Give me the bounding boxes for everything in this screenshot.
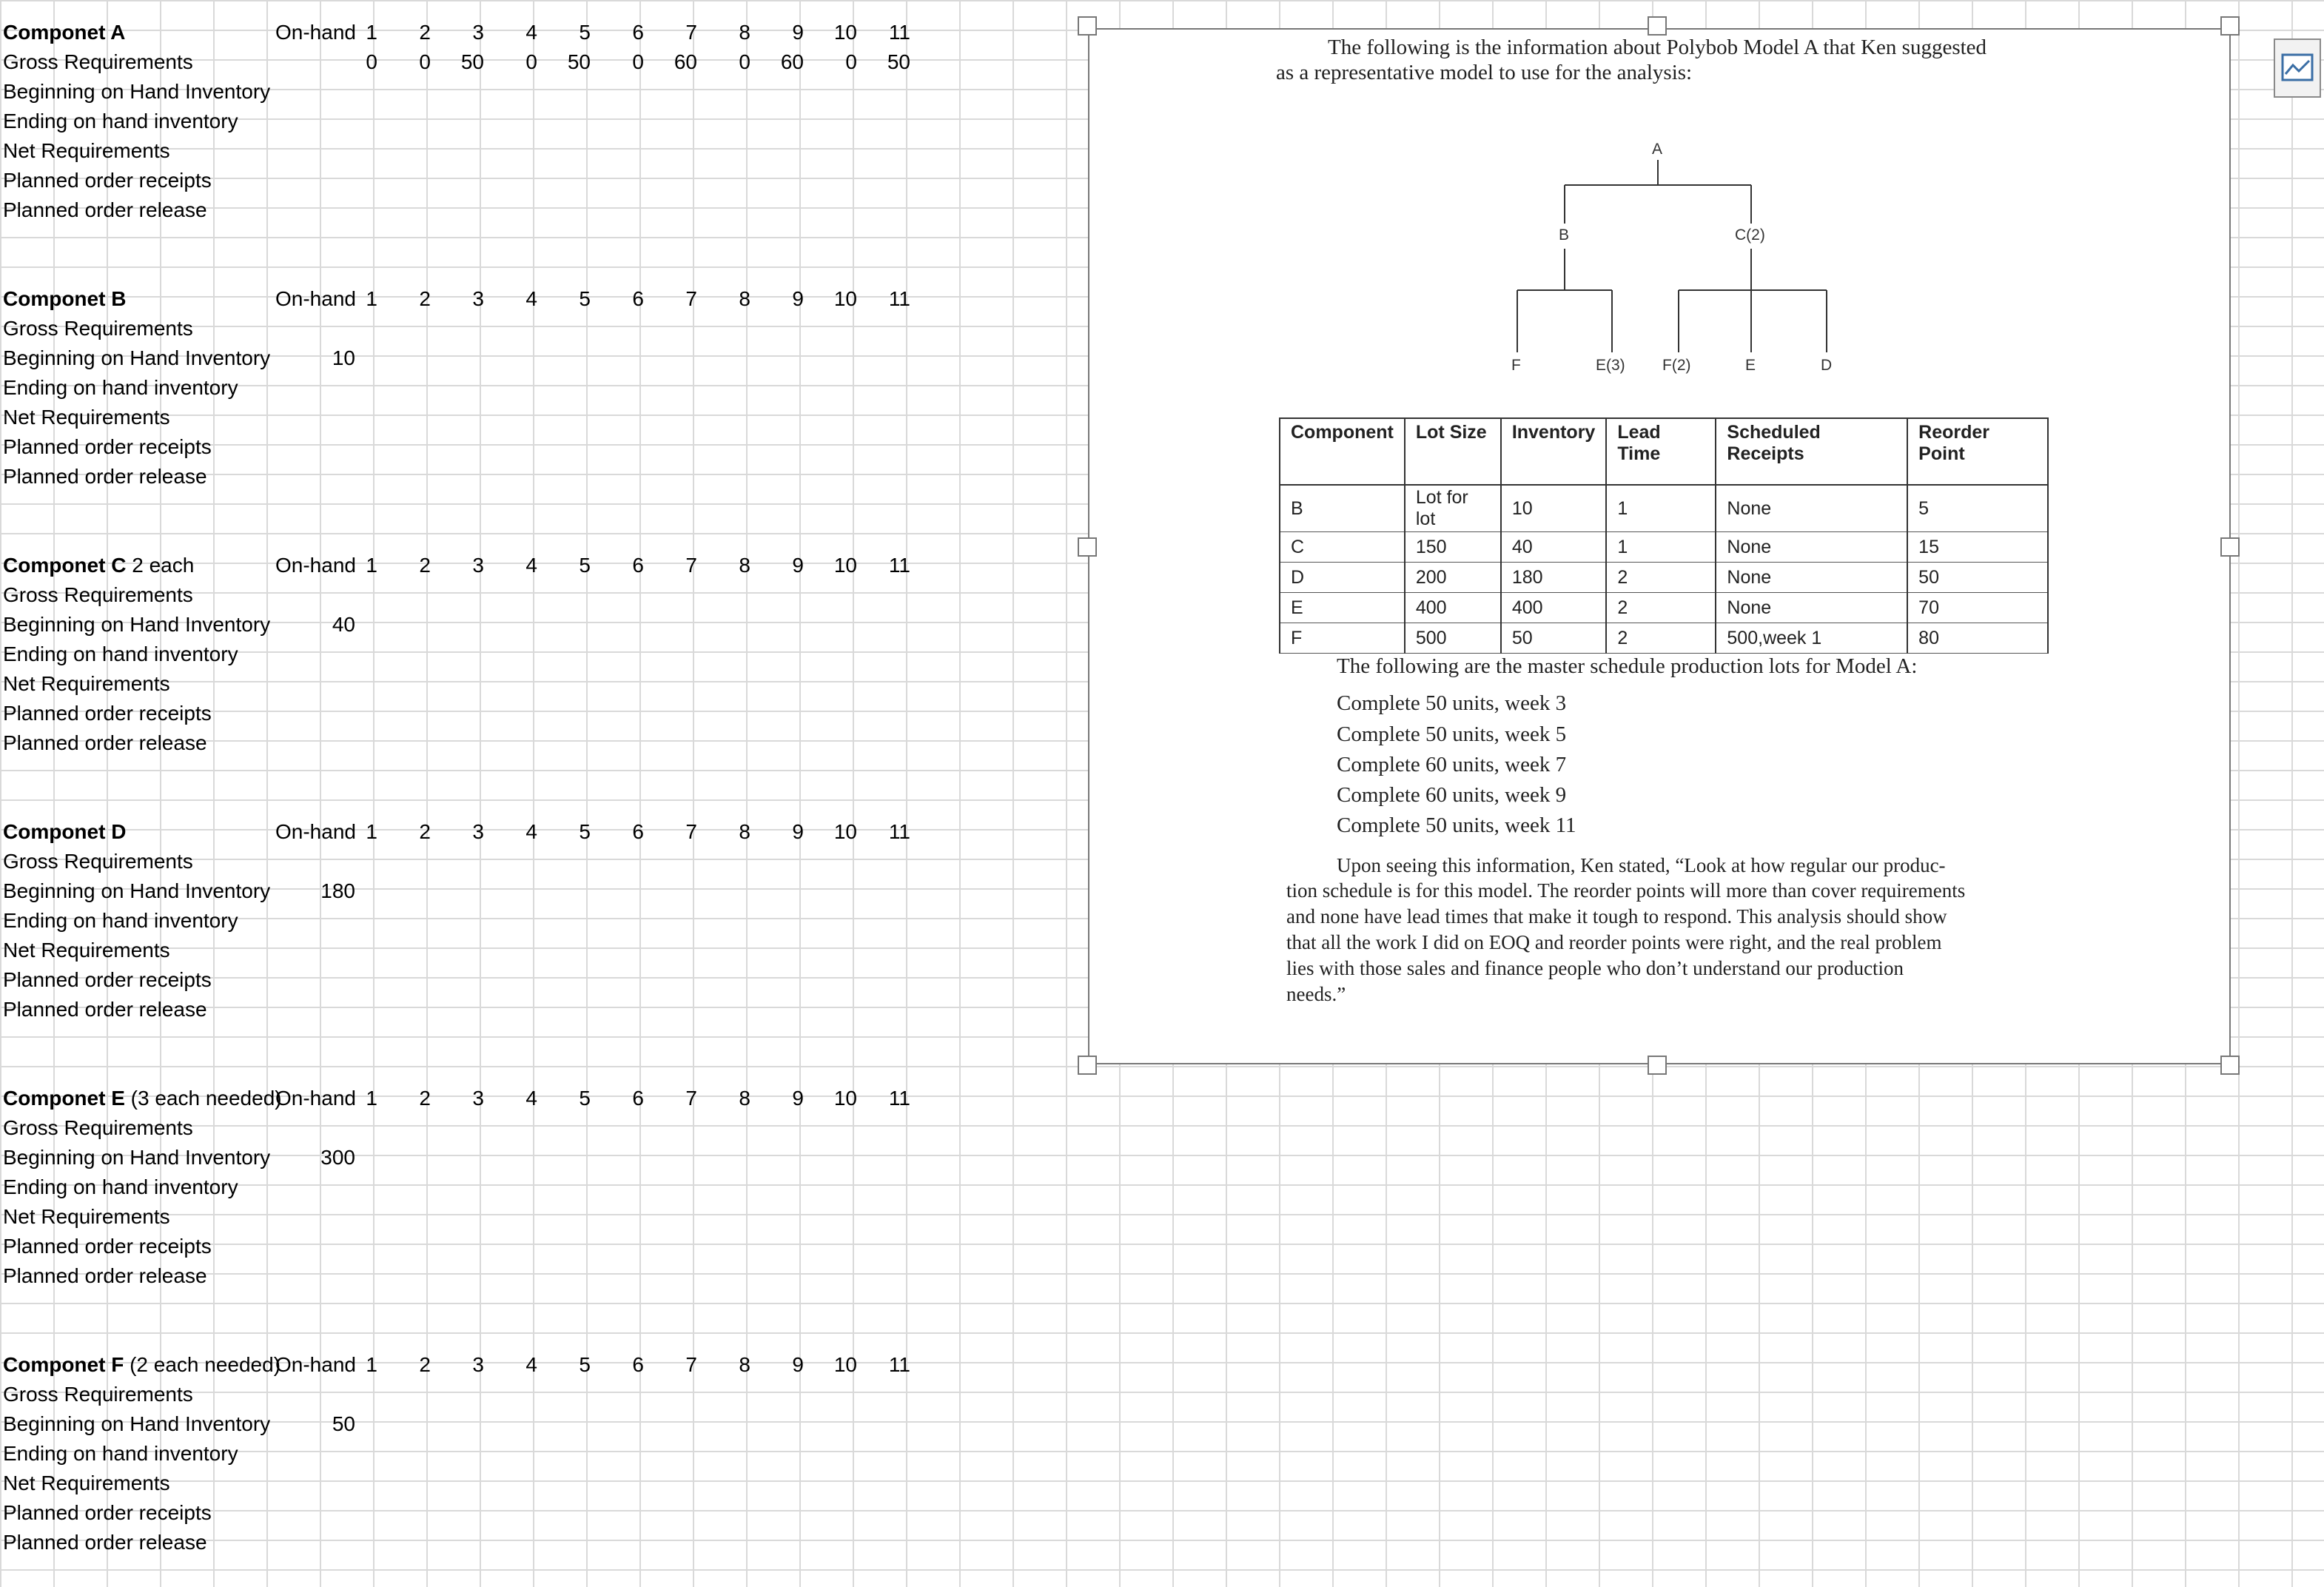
period-header-cell[interactable]: 11: [888, 287, 910, 310]
period-header-cell[interactable]: 8: [739, 554, 750, 577]
row-label-cell[interactable]: Gross Requirements: [3, 583, 193, 606]
period-header-cell[interactable]: 6: [632, 1353, 644, 1376]
period-header-cell[interactable]: 3: [472, 1087, 484, 1110]
row-receipts: [0, 166, 992, 195]
component-block: [0, 817, 992, 1054]
header-reorder-point: Reorder Point: [1907, 418, 2048, 485]
row-label-cell[interactable]: Planned order receipts: [3, 968, 212, 991]
header-lead-time: Lead Time: [1606, 418, 1716, 485]
component-header-row: [0, 18, 992, 47]
period-header-cell[interactable]: 6: [632, 554, 644, 577]
component-header-row: [0, 284, 992, 314]
row-label-cell[interactable]: Planned order release: [3, 1264, 207, 1287]
quote-line: that all the work I did on EOQ and reorder points were right, and the real problem: [1286, 931, 1942, 953]
row-label-cell[interactable]: Net Requirements: [3, 939, 170, 962]
component-table-cell: 40: [1501, 532, 1607, 563]
schedule-intro: The following are the master schedule production lots for Model A:: [1337, 654, 1918, 678]
period-header-cell[interactable]: 7: [685, 820, 697, 843]
schedule-item: Complete 50 units, week 11: [1337, 813, 1576, 837]
row-label-cell[interactable]: Planned order receipts: [3, 702, 212, 725]
gross-requirement-cell[interactable]: 0: [845, 50, 857, 73]
row-label-cell[interactable]: Planned order receipts: [3, 435, 212, 458]
row-begin: [0, 1143, 992, 1172]
resize-handle-bottom-left[interactable]: [1078, 1056, 1097, 1075]
row-label-cell[interactable]: Gross Requirements: [3, 850, 193, 873]
row-label-cell[interactable]: Planned order receipts: [3, 1501, 212, 1524]
period-header-cell[interactable]: 1: [366, 21, 377, 44]
row-label-cell[interactable]: Ending on hand inventory: [3, 1175, 238, 1198]
period-header-cell[interactable]: 9: [792, 820, 804, 843]
component-table-cell: E: [1280, 593, 1405, 623]
row-label-cell[interactable]: Beginning on Hand Inventory: [3, 80, 271, 103]
component-table-cell: 10: [1501, 485, 1607, 532]
row-release: [0, 462, 992, 491]
gross-requirement-cell[interactable]: 60: [780, 50, 804, 73]
period-header-cell[interactable]: 6: [632, 287, 644, 310]
beginning-inventory-value[interactable]: 300: [320, 1146, 355, 1169]
tree-node-f: F: [1511, 357, 1521, 374]
row-gross: [0, 314, 992, 343]
row-gross: [0, 847, 992, 876]
tree-node-d: D: [1821, 357, 1833, 374]
on-hand-header-cell[interactable]: On-hand: [275, 554, 356, 577]
row-label-cell[interactable]: Ending on hand inventory: [3, 376, 238, 399]
row-label-cell[interactable]: Planned order release: [3, 465, 207, 488]
row-gross: [0, 1380, 992, 1409]
component-note: (3 each needed): [124, 1087, 282, 1110]
period-header-cell[interactable]: 5: [579, 820, 591, 843]
component-table-cell: 500,week 1: [1716, 623, 1907, 654]
beginning-inventory-value[interactable]: 50: [332, 1412, 355, 1435]
row-label-cell[interactable]: Planned order release: [3, 731, 207, 754]
row-release: [0, 728, 992, 758]
gross-requirement-cell[interactable]: 50: [567, 50, 591, 73]
row-label-cell[interactable]: Beginning on Hand Inventory: [3, 346, 271, 369]
component-table-cell: 1: [1606, 532, 1716, 563]
period-header-cell[interactable]: 8: [739, 287, 750, 310]
row-label-cell[interactable]: Ending on hand inventory: [3, 909, 238, 932]
period-header-cell[interactable]: 6: [632, 820, 644, 843]
component-table-cell: 2: [1606, 623, 1716, 654]
row-release: [0, 195, 992, 225]
component-table-cell: None: [1716, 563, 1907, 593]
component-name: Componet F: [3, 1353, 124, 1376]
row-gross: [0, 580, 992, 610]
component-table-cell: 50: [1501, 623, 1607, 654]
resize-handle-middle-right[interactable]: [2220, 537, 2240, 557]
component-table-cell: B: [1280, 485, 1405, 532]
gross-requirement-cell[interactable]: 0: [739, 50, 750, 73]
row-gross: [0, 1113, 992, 1143]
component-name: Componet B: [3, 287, 127, 310]
component-block: [0, 1350, 992, 1587]
schedule-item: Complete 60 units, week 9: [1337, 783, 1567, 807]
component-table-cell: 50: [1907, 563, 2048, 593]
period-header-cell[interactable]: 8: [739, 1087, 750, 1110]
row-label-cell[interactable]: Beginning on Hand Inventory: [3, 1146, 271, 1169]
period-header-cell[interactable]: 9: [792, 1353, 804, 1376]
on-hand-header-cell[interactable]: On-hand: [275, 1353, 356, 1376]
embedded-picture[interactable]: [1088, 28, 2231, 1064]
period-header-cell[interactable]: 9: [792, 554, 804, 577]
schedule-item: Complete 60 units, week 7: [1337, 753, 1567, 776]
component-name: Componet D: [3, 820, 127, 843]
gross-requirement-cell[interactable]: 60: [674, 50, 697, 73]
component-note: (2 each needed): [124, 1353, 281, 1376]
gross-requirement-cell[interactable]: 0: [525, 50, 537, 73]
row-label-cell[interactable]: Ending on hand inventory: [3, 110, 238, 132]
period-header-cell[interactable]: 4: [525, 1087, 537, 1110]
period-header-cell[interactable]: 2: [419, 820, 431, 843]
component-table-row: [1280, 563, 2048, 593]
row-receipts: [0, 699, 992, 728]
row-label-cell[interactable]: Gross Requirements: [3, 50, 193, 73]
row-net: [0, 1202, 992, 1232]
component-block: [0, 284, 992, 521]
schedule-item: Complete 50 units, week 3: [1337, 691, 1567, 715]
component-table-row: [1280, 532, 2048, 563]
period-header-cell[interactable]: 5: [579, 1353, 591, 1376]
period-header-cell[interactable]: 5: [579, 287, 591, 310]
header-inventory: Inventory: [1501, 418, 1607, 485]
row-label-cell[interactable]: Ending on hand inventory: [3, 1442, 238, 1465]
component-table-cell: 180: [1501, 563, 1607, 593]
tree-node-c: C(2): [1735, 227, 1765, 244]
row-ending: [0, 906, 992, 936]
component-block: [0, 18, 992, 255]
tree-node-e3: E(3): [1596, 357, 1625, 374]
period-header-cell[interactable]: 11: [888, 554, 910, 577]
period-header-cell[interactable]: 11: [888, 1087, 910, 1110]
resize-handle-bottom-right[interactable]: [2220, 1056, 2240, 1075]
row-receipts: [0, 965, 992, 995]
row-label-cell[interactable]: Gross Requirements: [3, 317, 193, 340]
row-ending: [0, 107, 992, 136]
row-label-cell[interactable]: Ending on hand inventory: [3, 642, 238, 665]
period-header-cell[interactable]: 6: [632, 1087, 644, 1110]
component-name-cell[interactable]: [3, 1350, 281, 1380]
period-header-cell[interactable]: 4: [525, 820, 537, 843]
period-header-cell[interactable]: 1: [366, 1353, 377, 1376]
period-header-cell[interactable]: 2: [419, 554, 431, 577]
gross-requirement-cell[interactable]: 0: [366, 50, 377, 73]
component-table-row: [1280, 623, 2048, 654]
period-header-cell[interactable]: 3: [472, 820, 484, 843]
row-label-cell[interactable]: Planned order release: [3, 198, 207, 221]
component-name-cell[interactable]: [3, 18, 125, 47]
resize-handle-middle-left[interactable]: [1078, 537, 1097, 557]
row-receipts: [0, 432, 992, 462]
component-table-cell: 2: [1606, 593, 1716, 623]
row-release: [0, 1528, 992, 1557]
component-table-cell: C: [1280, 532, 1405, 563]
period-header-cell[interactable]: 5: [579, 21, 591, 44]
period-header-cell[interactable]: 2: [419, 287, 431, 310]
period-header-cell[interactable]: 7: [685, 1087, 697, 1110]
component-table-cell: 150: [1405, 532, 1501, 563]
row-receipts: [0, 1232, 992, 1261]
period-header-cell[interactable]: 2: [419, 21, 431, 44]
row-ending: [0, 640, 992, 669]
row-release: [0, 1261, 992, 1291]
component-table-row: [1280, 593, 2048, 623]
row-label-cell[interactable]: Beginning on Hand Inventory: [3, 613, 271, 636]
period-header-cell[interactable]: 8: [739, 1353, 750, 1376]
chart-placeholder-icon[interactable]: [2274, 38, 2321, 98]
component-header-row: [0, 817, 992, 847]
row-label-cell[interactable]: Planned order release: [3, 1531, 207, 1554]
period-header-cell[interactable]: 3: [472, 21, 484, 44]
period-header-cell[interactable]: 5: [579, 554, 591, 577]
period-header-cell[interactable]: 9: [792, 287, 804, 310]
component-table-cell: None: [1716, 532, 1907, 563]
period-header-cell[interactable]: 11: [888, 21, 910, 44]
component-table-cell: Lot for lot: [1405, 485, 1501, 532]
row-label-cell[interactable]: Planned order receipts: [3, 169, 212, 192]
component-table-cell: None: [1716, 593, 1907, 623]
quote-line: tion schedule is for this model. The reorder points will more than cover requirements: [1286, 879, 1966, 902]
period-header-cell[interactable]: 1: [366, 287, 377, 310]
resize-handle-top-left[interactable]: [1078, 16, 1097, 36]
component-table-cell: 5: [1907, 485, 2048, 532]
component-table-cell: D: [1280, 563, 1405, 593]
component-note: 2 each: [126, 554, 195, 577]
component-table-cell: 70: [1907, 593, 2048, 623]
period-header-cell[interactable]: 10: [833, 287, 857, 310]
component-name: Componet E: [3, 1087, 125, 1110]
gross-requirement-cell[interactable]: 50: [887, 50, 910, 73]
resize-handle-bottom-middle[interactable]: [1648, 1056, 1667, 1075]
period-header-cell[interactable]: 3: [472, 554, 484, 577]
period-header-cell[interactable]: 1: [366, 820, 377, 843]
period-header-cell[interactable]: 4: [525, 21, 537, 44]
resize-handle-top-right[interactable]: [2220, 16, 2240, 36]
on-hand-header-cell[interactable]: On-hand: [275, 21, 356, 44]
row-label-cell[interactable]: Net Requirements: [3, 406, 170, 429]
component-name-cell[interactable]: [3, 817, 126, 847]
row-net: [0, 136, 992, 166]
period-header-cell[interactable]: 11: [888, 1353, 910, 1376]
period-header-cell[interactable]: 10: [833, 1353, 857, 1376]
period-header-cell[interactable]: 7: [685, 21, 697, 44]
row-label-cell[interactable]: Beginning on Hand Inventory: [3, 879, 271, 902]
period-header-cell[interactable]: 4: [525, 1353, 537, 1376]
row-ending: [0, 373, 992, 403]
row-begin: [0, 1409, 992, 1439]
quote-line: needs.”: [1286, 983, 1346, 1005]
component-name: Componet A: [3, 21, 126, 44]
header-scheduled-receipts: Scheduled Receipts: [1716, 418, 1907, 485]
component-table-cell: 400: [1405, 593, 1501, 623]
component-table-cell: 15: [1907, 532, 2048, 563]
period-header-cell[interactable]: 8: [739, 21, 750, 44]
row-begin: [0, 343, 992, 373]
gross-requirement-cell[interactable]: 0: [419, 50, 431, 73]
row-net: [0, 936, 992, 965]
beginning-inventory-value[interactable]: 40: [332, 613, 355, 636]
period-header-cell[interactable]: 4: [525, 554, 537, 577]
row-release: [0, 995, 992, 1024]
row-gross: [0, 47, 992, 77]
period-header-cell[interactable]: 9: [792, 1087, 804, 1110]
component-name: Componet C: [3, 554, 127, 577]
quote-line: Upon seeing this information, Ken stated, “Look at how regular our produc-: [1337, 854, 1946, 876]
component-header-row: [0, 1084, 992, 1113]
row-label-cell[interactable]: Net Requirements: [3, 1472, 170, 1494]
period-header-cell[interactable]: 10: [833, 554, 857, 577]
row-begin: [0, 610, 992, 640]
row-label-cell[interactable]: Planned order receipts: [3, 1235, 212, 1258]
period-header-cell[interactable]: 6: [632, 21, 644, 44]
period-header-cell[interactable]: 1: [366, 554, 377, 577]
period-header-cell[interactable]: 3: [472, 1353, 484, 1376]
gross-requirement-cell[interactable]: 0: [632, 50, 644, 73]
tree-node-b: B: [1559, 227, 1570, 244]
beginning-inventory-value[interactable]: 180: [320, 879, 355, 902]
period-header-cell[interactable]: 9: [792, 21, 804, 44]
period-header-cell[interactable]: 8: [739, 820, 750, 843]
component-table-cell: 2: [1606, 563, 1716, 593]
period-header-cell[interactable]: 7: [685, 554, 697, 577]
period-header-cell[interactable]: 4: [525, 287, 537, 310]
row-label-cell[interactable]: Net Requirements: [3, 1205, 170, 1228]
row-ending: [0, 1439, 992, 1469]
row-label-cell[interactable]: Net Requirements: [3, 672, 170, 695]
row-begin: [0, 77, 992, 107]
period-header-cell[interactable]: 11: [888, 820, 910, 843]
period-header-cell[interactable]: 2: [419, 1087, 431, 1110]
component-table-cell: 200: [1405, 563, 1501, 593]
component-name-cell[interactable]: [3, 551, 194, 580]
quote-line: lies with those sales and finance people who don’t understand our production: [1286, 957, 1904, 979]
row-label-cell[interactable]: Gross Requirements: [3, 1383, 193, 1406]
period-header-cell[interactable]: 5: [579, 1087, 591, 1110]
component-table-cell: 400: [1501, 593, 1607, 623]
row-begin: [0, 876, 992, 906]
on-hand-header-cell[interactable]: On-hand: [275, 287, 356, 310]
period-header-cell[interactable]: 10: [833, 820, 857, 843]
component-table-cell: 500: [1405, 623, 1501, 654]
tree-node-f2: F(2): [1662, 357, 1691, 374]
row-label-cell[interactable]: Gross Requirements: [3, 1116, 193, 1139]
period-header-cell[interactable]: 7: [685, 1353, 697, 1376]
product-structure-tree: [1089, 30, 2229, 415]
beginning-inventory-value[interactable]: 10: [332, 346, 355, 369]
component-header-row: [0, 551, 992, 580]
period-header-cell[interactable]: 10: [833, 1087, 857, 1110]
period-header-cell[interactable]: 2: [419, 1353, 431, 1376]
component-name-cell[interactable]: [3, 1084, 282, 1113]
component-name-cell[interactable]: [3, 284, 126, 314]
spreadsheet-grid[interactable]: [0, 0, 992, 1580]
row-net: [0, 1469, 992, 1498]
component-table-cell: 80: [1907, 623, 2048, 654]
row-receipts: [0, 1498, 992, 1528]
component-block: [0, 1084, 992, 1321]
row-label-cell[interactable]: Beginning on Hand Inventory: [3, 1412, 271, 1435]
intro-line-1: The following is the information about Polybob Model A that Ken suggested: [1328, 36, 1987, 59]
row-net: [0, 403, 992, 432]
on-hand-header-cell[interactable]: On-hand: [275, 1087, 356, 1110]
intro-line-2: as a representative model to use for the analysis:: [1276, 61, 1693, 84]
tree-node-root: A: [1652, 141, 1663, 158]
schedule-item: Complete 50 units, week 5: [1337, 722, 1567, 746]
row-net: [0, 669, 992, 699]
component-table-cell: F: [1280, 623, 1405, 654]
header-lot-size: Lot Size: [1405, 418, 1501, 485]
on-hand-header-cell[interactable]: On-hand: [275, 820, 356, 843]
period-header-cell[interactable]: 1: [366, 1087, 377, 1110]
row-label-cell[interactable]: Planned order release: [3, 998, 207, 1021]
header-component: Component: [1280, 418, 1405, 485]
period-header-cell[interactable]: 7: [685, 287, 697, 310]
component-header-row: [0, 1350, 992, 1380]
component-table-row: [1280, 485, 2048, 532]
quote-line: and none have lead times that make it tough to respond. This analysis should show: [1286, 905, 1947, 927]
resize-handle-top-middle[interactable]: [1648, 16, 1667, 36]
tree-node-e: E: [1745, 357, 1756, 374]
component-table-cell: None: [1716, 485, 1907, 532]
component-table-cell: 1: [1606, 485, 1716, 532]
period-header-cell[interactable]: 10: [833, 21, 857, 44]
period-header-cell[interactable]: 3: [472, 287, 484, 310]
row-ending: [0, 1172, 992, 1202]
component-block: [0, 551, 992, 788]
row-label-cell[interactable]: Net Requirements: [3, 139, 170, 162]
component-table: [1279, 417, 2049, 654]
gross-requirement-cell[interactable]: 50: [460, 50, 484, 73]
